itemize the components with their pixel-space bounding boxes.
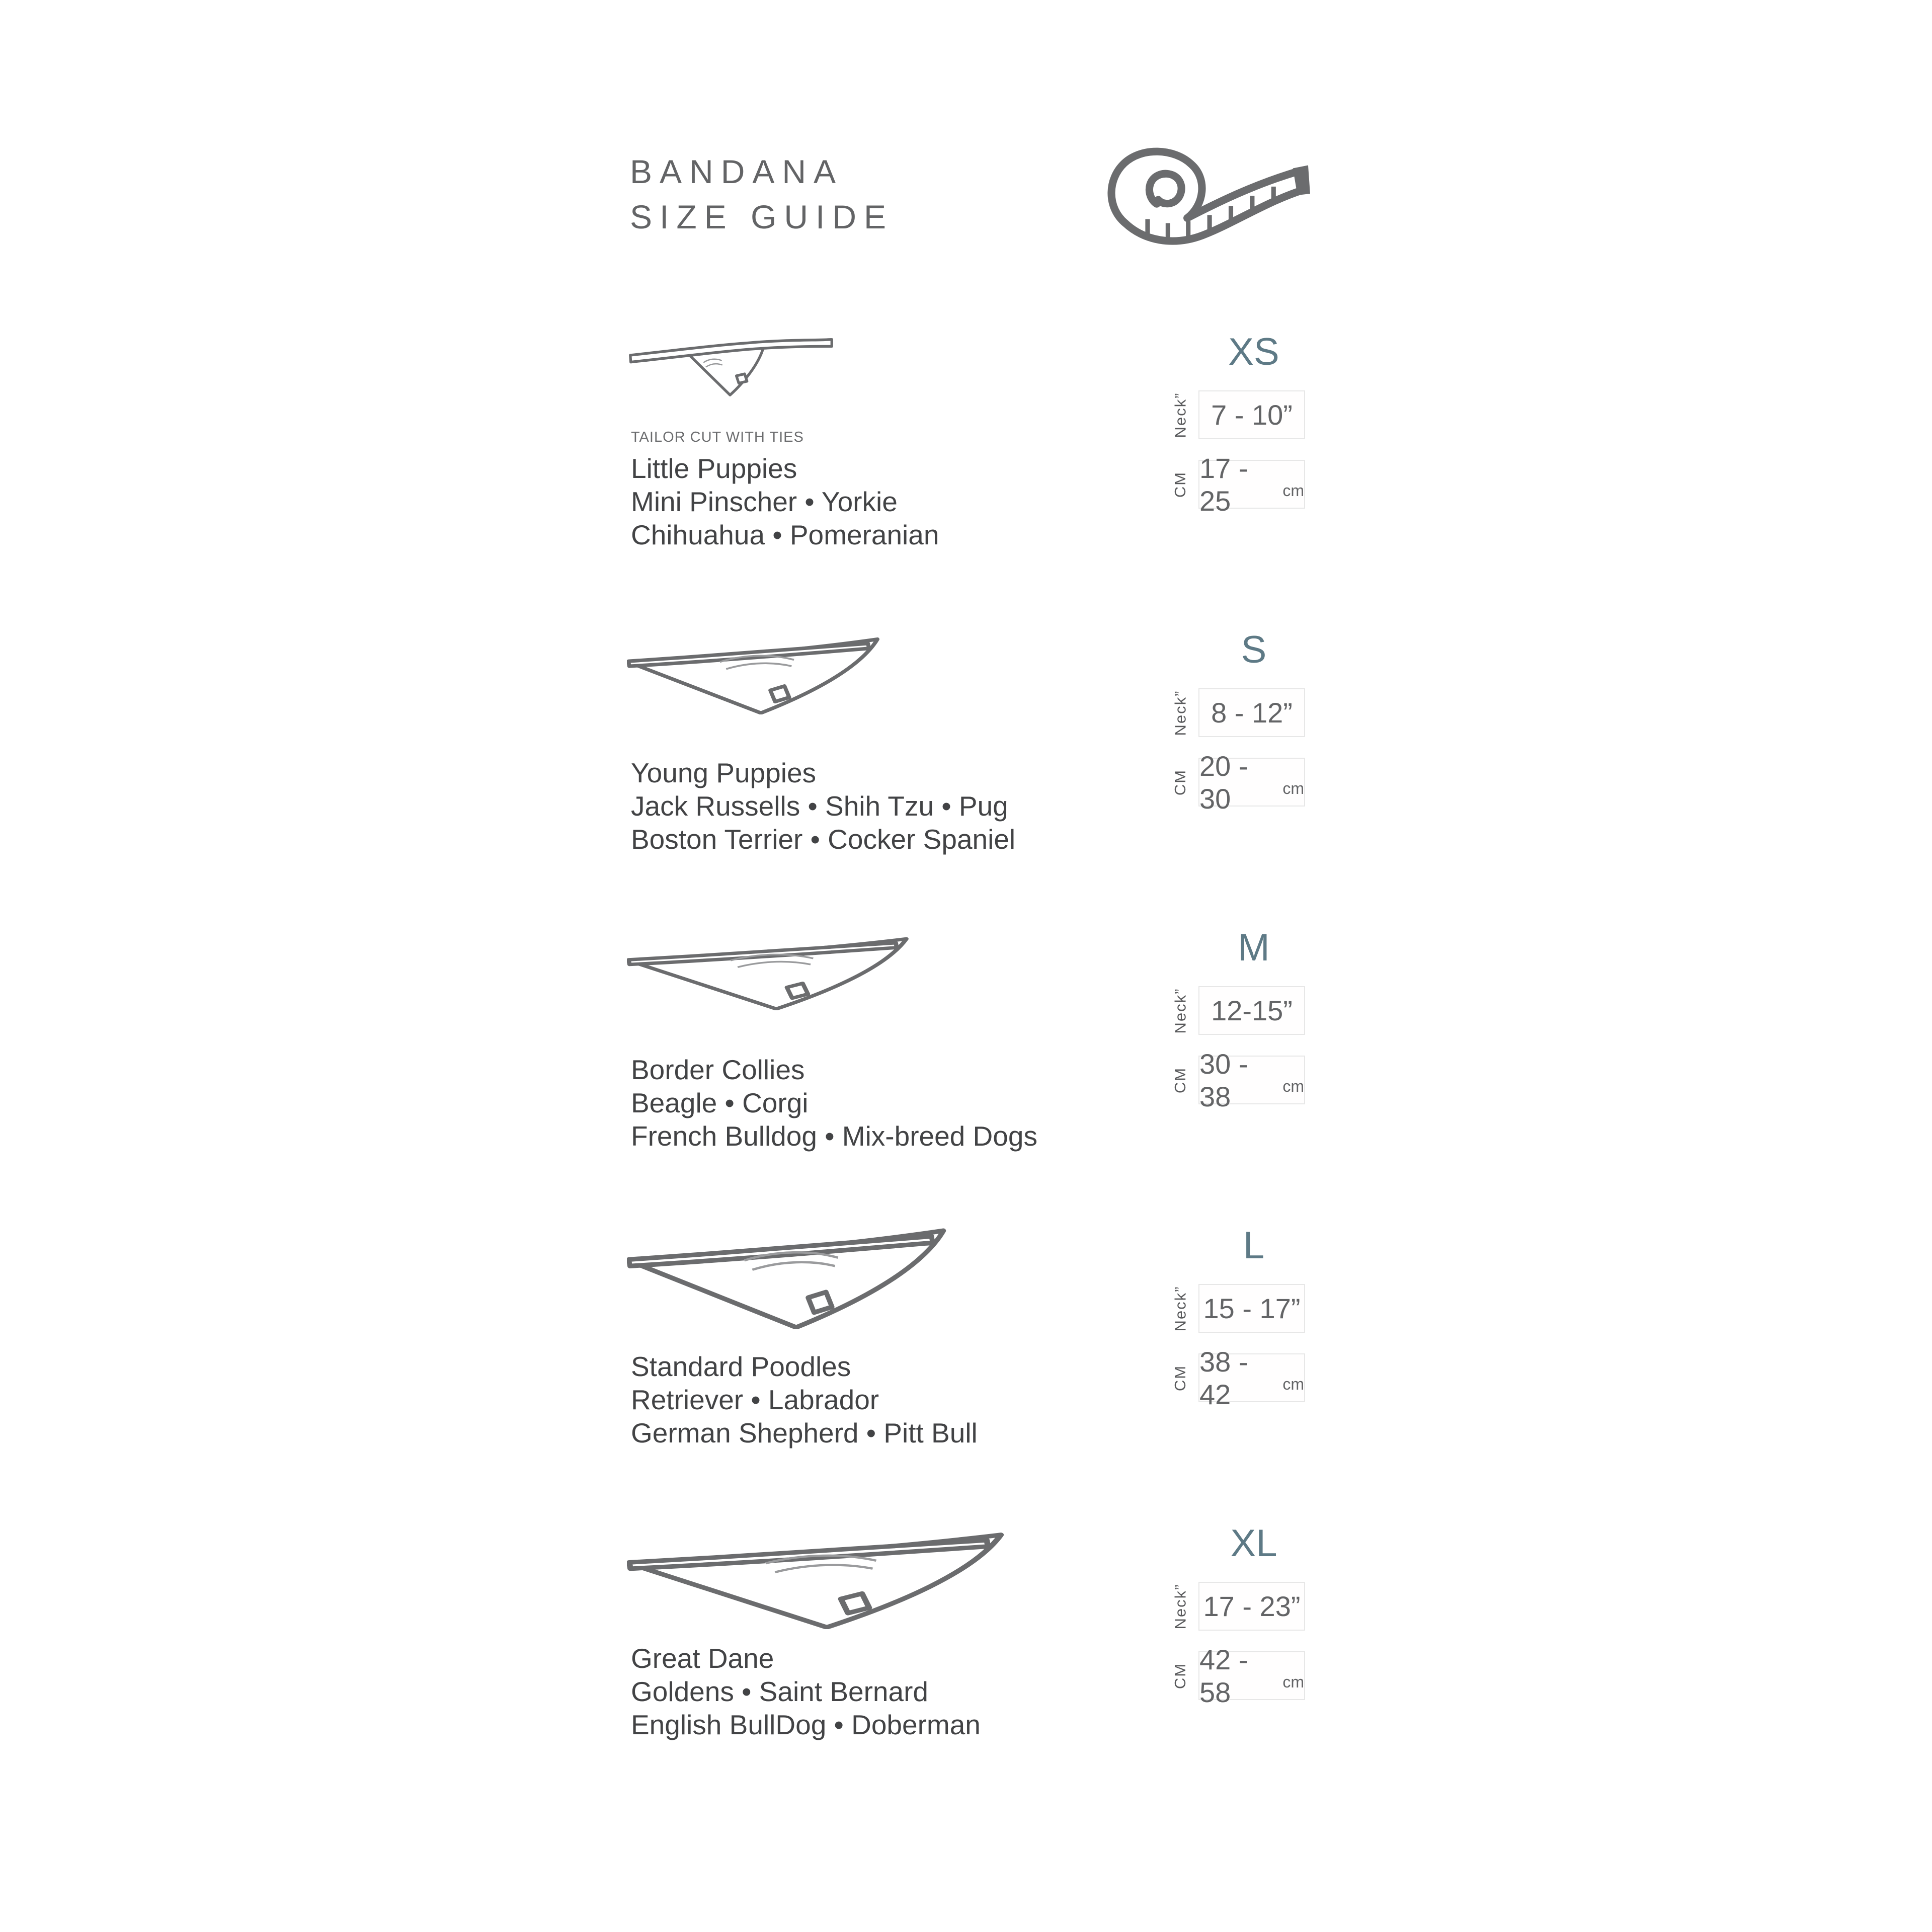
size-label-s: S	[1241, 628, 1267, 671]
size-section-xs	[0, 330, 1932, 627]
cm-measurement-box	[1198, 1345, 1305, 1410]
cm-unit-label: CM	[1171, 1067, 1189, 1093]
neck-inches-value: 8 - 12”	[1211, 697, 1293, 729]
breed-line: Boston Terrier • Cocker Spaniel	[631, 824, 1016, 855]
cm-measurement-box	[1198, 750, 1305, 815]
cm-measurement-box	[1198, 1048, 1305, 1112]
breed-line: Young Puppies	[631, 757, 817, 788]
neck-unit-label: Neck”	[1171, 988, 1189, 1033]
neck-measurement-box	[1198, 1582, 1305, 1631]
cm-suffix: cm	[1282, 1375, 1304, 1393]
cm-suffix: cm	[1282, 779, 1304, 797]
neck-unit-label: Neck”	[1171, 690, 1189, 736]
bandana-illustration-xl	[627, 1530, 1017, 1629]
breed-line: German Shepherd • Pitt Bull	[631, 1417, 978, 1448]
neck-cm-value: 38 - 42	[1199, 1345, 1248, 1410]
size-section-s	[0, 627, 1932, 925]
neck-cm-value: 20 - 30	[1199, 750, 1248, 815]
neck-cm-value: 30 - 38	[1199, 1048, 1248, 1112]
breed-line: Retriever • Labrador	[631, 1384, 879, 1415]
breed-line: Standard Poodles	[631, 1351, 851, 1382]
bandana-illustration-m	[627, 935, 919, 1010]
neck-unit-label: Neck”	[1171, 1583, 1189, 1629]
breed-list-xs	[631, 452, 939, 551]
breed-line: Chihuahua • Pomeranian	[631, 519, 939, 550]
breed-list-s	[631, 756, 1015, 856]
bandana-illustration-xs	[627, 332, 835, 398]
cm-suffix: cm	[1282, 1673, 1304, 1691]
neck-measurement-box	[1198, 986, 1305, 1035]
breed-line: Jack Russells • Shih Tzu • Pug	[631, 790, 1008, 822]
bandana-illustration-l	[627, 1225, 957, 1329]
page-title-line2: SIZE GUIDE	[630, 198, 894, 235]
size-section-m	[0, 925, 1932, 1223]
breed-line: Great Dane	[631, 1643, 774, 1674]
breed-line: Beagle • Corgi	[631, 1087, 809, 1118]
breed-line: English BullDog • Doberman	[631, 1709, 981, 1740]
neck-inches-value: 7 - 10”	[1211, 399, 1293, 431]
neck-inches-value: 12-15”	[1211, 995, 1293, 1026]
breed-line: Little Puppies	[631, 453, 797, 484]
cm-unit-label: CM	[1171, 471, 1189, 498]
neck-cm-value: 42 - 58	[1199, 1643, 1248, 1708]
breed-list-m	[631, 1053, 1037, 1153]
size-section-xl	[0, 1521, 1932, 1819]
cm-measurement-box	[1198, 452, 1305, 517]
size-label-xs: XS	[1228, 331, 1279, 373]
neck-inches-value: 17 - 23”	[1203, 1590, 1301, 1622]
cm-measurement-box	[1198, 1643, 1305, 1708]
breed-line: Border Collies	[631, 1054, 805, 1085]
measuring-tape-icon	[1097, 141, 1310, 261]
size-section-l	[0, 1223, 1932, 1521]
neck-inches-value: 15 - 17”	[1203, 1293, 1301, 1324]
page-title	[630, 149, 894, 239]
cut-note: TAILOR CUT WITH TIES	[631, 429, 804, 445]
neck-measurement-box	[1198, 688, 1305, 737]
neck-unit-label: Neck”	[1171, 1285, 1189, 1331]
breed-list-xl	[631, 1642, 981, 1741]
cm-unit-label: CM	[1171, 1364, 1189, 1391]
breed-list-l	[631, 1350, 978, 1450]
cm-suffix: cm	[1282, 481, 1304, 500]
size-label-l: L	[1243, 1224, 1265, 1267]
neck-measurement-box	[1198, 1284, 1305, 1333]
cm-suffix: cm	[1282, 1077, 1304, 1095]
page-title-line1: BANDANA	[630, 153, 844, 190]
neck-cm-value: 17 - 25	[1199, 452, 1248, 517]
bandana-illustration-s	[627, 635, 889, 714]
neck-unit-label: Neck”	[1171, 392, 1189, 438]
neck-measurement-box	[1198, 390, 1305, 439]
size-label-xl: XL	[1230, 1522, 1277, 1565]
cm-unit-label: CM	[1171, 1662, 1189, 1689]
breed-line: Goldens • Saint Bernard	[631, 1676, 928, 1707]
breed-line: Mini Pinscher • Yorkie	[631, 486, 898, 517]
breed-line: French Bulldog • Mix-breed Dogs	[631, 1120, 1037, 1152]
cm-unit-label: CM	[1171, 769, 1189, 795]
size-label-m: M	[1238, 926, 1270, 969]
